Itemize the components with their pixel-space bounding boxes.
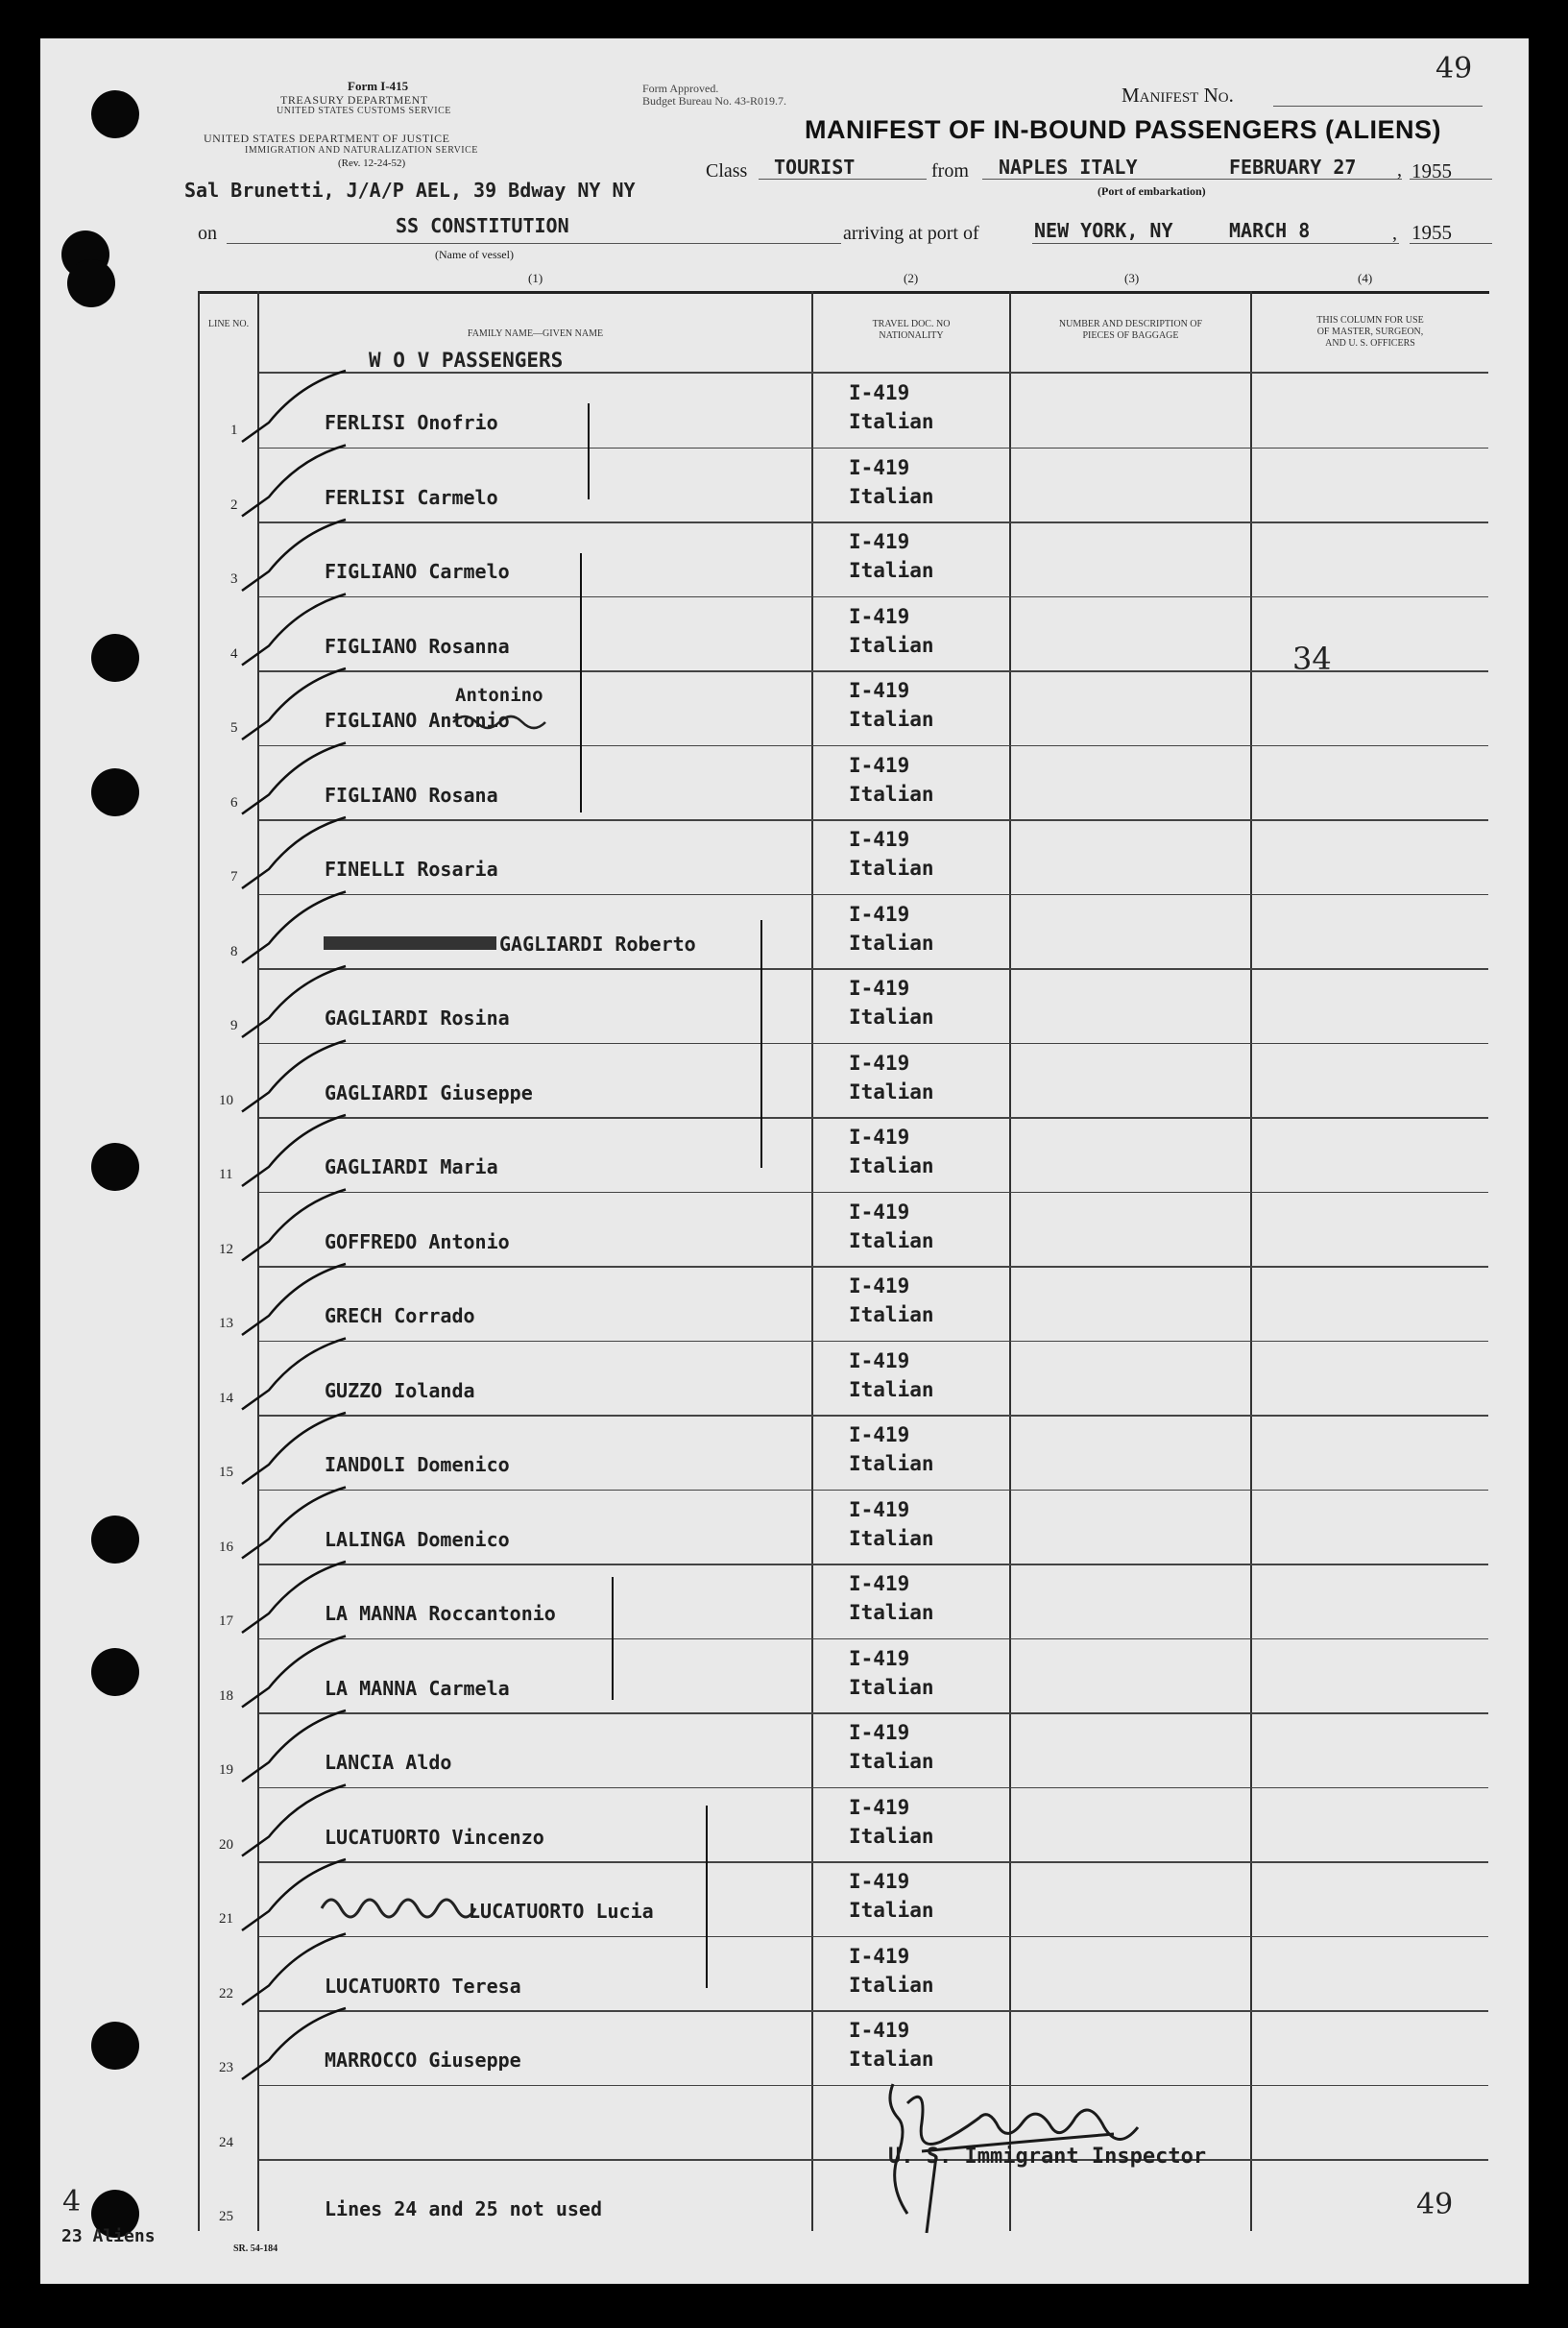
nationality: Italian — [849, 484, 934, 508]
travel-document: I-419 — [849, 1870, 910, 1893]
check-marks — [242, 371, 346, 2079]
travel-document: I-419 — [849, 1497, 910, 1521]
line-number: 8 — [230, 943, 238, 959]
line-number: 19 — [219, 1762, 233, 1778]
arrival-comma: , — [1392, 223, 1397, 244]
check-mark — [242, 1115, 346, 1186]
line-number: 13 — [219, 1316, 233, 1331]
travel-document: I-419 — [849, 1051, 910, 1075]
footer-left-number: 4 — [62, 2185, 82, 2219]
travel-document: I-419 — [849, 902, 910, 926]
check-mark — [242, 1637, 346, 1708]
arrival-port: NEW YORK, NY — [1034, 219, 1173, 242]
from-value: NAPLES ITALY — [999, 156, 1138, 179]
nationality: Italian — [849, 931, 934, 955]
check-mark — [242, 1710, 346, 1782]
passenger-name: GRECH Corrado — [325, 1304, 475, 1327]
nationality: Italian — [849, 1079, 934, 1103]
agency-line-3: UNITED STATES DEPARTMENT OF JUSTICE — [204, 132, 450, 145]
header-line-no: LINE NO. — [207, 319, 250, 329]
passenger-name: FERLISI Carmelo — [325, 485, 498, 509]
nationality: Italian — [849, 1973, 934, 1997]
check-mark — [242, 743, 346, 814]
nationality: Italian — [849, 2048, 934, 2071]
travel-document: I-419 — [849, 1348, 910, 1372]
col-number-1: (1) — [528, 271, 543, 285]
agency-line-2: UNITED STATES CUSTOMS SERVICE — [277, 106, 451, 116]
line-number: 22 — [219, 1985, 233, 2001]
line-number: 18 — [219, 1687, 233, 1704]
col-number-4: (4) — [1358, 271, 1373, 285]
line-number: 24 — [219, 2134, 233, 2150]
agency-line-4: IMMIGRATION AND NATURALIZATION SERVICE — [245, 145, 478, 156]
check-mark — [242, 594, 346, 666]
line-number: 10 — [219, 1092, 233, 1108]
line-number: 17 — [219, 1613, 233, 1629]
nationality: Italian — [849, 782, 934, 806]
strike-out-line5 — [453, 716, 545, 728]
passenger-name: LA MANNA Roccantonio — [325, 1602, 556, 1625]
line-number: 4 — [230, 645, 238, 662]
line-number: 2 — [230, 497, 238, 513]
strike-out-line8 — [324, 936, 496, 950]
page-title: MANIFEST OF IN-BOUND PASSENGERS (ALIENS) — [805, 115, 1442, 144]
travel-document: I-419 — [849, 1126, 910, 1149]
departure-year: 1955 — [1411, 159, 1452, 182]
check-mark — [242, 446, 346, 517]
vessel-caption: (Name of vessel) — [435, 248, 514, 261]
check-mark — [242, 2008, 346, 2079]
budget-bureau: Budget Bureau No. 43-R019.7. — [642, 94, 786, 108]
footer-page-number: 49 — [1416, 2188, 1454, 2221]
passenger-name: LUCATUORTO Teresa — [325, 1974, 521, 1998]
passenger-name: FIGLIANO Rosanna — [325, 634, 510, 658]
travel-document: I-419 — [849, 1944, 910, 1968]
form-number: Form I-415 — [348, 79, 409, 93]
travel-document: I-419 — [849, 2019, 910, 2042]
inspector-signature — [890, 2084, 1138, 2233]
line-number: 15 — [219, 1465, 233, 1480]
travel-document: I-419 — [849, 679, 910, 702]
travel-document: I-419 — [849, 1721, 910, 1744]
nationality: Italian — [849, 708, 934, 731]
check-mark — [242, 1934, 346, 2005]
passenger-name: GAGLIARDI Maria — [325, 1155, 498, 1178]
port-caption: (Port of embarkation) — [1098, 184, 1206, 198]
passenger-name: LA MANNA Carmela — [325, 1676, 510, 1700]
passenger-name: GAGLIARDI Roberto — [499, 932, 696, 956]
nationality: Italian — [849, 1377, 934, 1401]
line-number: 21 — [219, 1911, 233, 1927]
passenger-name: FINELLI Rosaria — [325, 858, 498, 881]
vessel-name: SS CONSTITUTION — [396, 214, 569, 237]
travel-document: I-419 — [849, 381, 910, 404]
check-mark — [242, 1488, 346, 1559]
passenger-name: GAGLIARDI Giuseppe — [325, 1080, 533, 1104]
nationality: Italian — [849, 1526, 934, 1550]
agent-line: Sal Brunetti, J/A/P AEL, 39 Bdway NY NY — [184, 179, 636, 202]
nationality: Italian — [849, 410, 934, 433]
travel-document: I-419 — [849, 604, 910, 628]
line-number: 12 — [219, 1241, 233, 1257]
col-number-2: (2) — [904, 271, 919, 285]
check-mark — [242, 371, 346, 442]
line-number: 11 — [219, 1167, 233, 1182]
line-number: 14 — [219, 1390, 233, 1406]
travel-document: I-419 — [849, 977, 910, 1000]
header-baggage: NUMBER AND DESCRIPTION OF PIECES OF BAGGAGE — [1058, 319, 1203, 341]
travel-document: I-419 — [849, 530, 910, 553]
passenger-name: FIGLIANO Carmelo — [325, 560, 510, 583]
line-number: 16 — [219, 1539, 233, 1555]
check-mark — [242, 1562, 346, 1633]
check-mark — [242, 817, 346, 888]
check-mark — [242, 1859, 346, 1930]
header-officers: THIS COLUMN FOR USE OF MASTER, SURGEON, AND U. S. OFFICERS — [1316, 315, 1424, 349]
footer-aliens: 23 Aliens — [61, 2226, 156, 2246]
line-number: 1 — [230, 423, 238, 438]
passenger-name: FERLISI Onofrio — [325, 411, 498, 434]
passenger-name: Lines 24 and 25 not used — [325, 2197, 602, 2220]
passenger-name: FIGLIANO Antonio — [325, 709, 510, 732]
nationality: Italian — [849, 1452, 934, 1475]
check-mark — [242, 1413, 346, 1484]
travel-document: I-419 — [849, 1200, 910, 1224]
check-mark — [242, 966, 346, 1037]
nationality: Italian — [849, 1228, 934, 1252]
nationality: Italian — [849, 1675, 934, 1699]
form-approved: Form Approved. — [642, 82, 719, 95]
nationality: Italian — [849, 1006, 934, 1029]
departure-comma: , — [1397, 159, 1402, 181]
departure-date: FEBRUARY 27 — [1229, 156, 1357, 179]
arriving-label: arriving at port of — [843, 223, 979, 244]
passenger-name: LALINGA Domenico — [325, 1527, 510, 1551]
passenger-name: LUCATUORTO Lucia — [469, 1900, 654, 1923]
printer-code: SR. 54-184 — [233, 2243, 278, 2254]
line-number: 9 — [230, 1018, 238, 1033]
travel-document: I-419 — [849, 1795, 910, 1819]
inspector-caption: U. S. Immigrant Inspector — [888, 2145, 1207, 2169]
nationality: Italian — [849, 1824, 934, 1848]
nationality: Italian — [849, 1154, 934, 1177]
line-number: 5 — [230, 720, 238, 736]
line-number: 23 — [219, 2060, 233, 2075]
travel-document: I-419 — [849, 1646, 910, 1670]
travel-document: I-419 — [849, 828, 910, 851]
strike-out-line21 — [322, 1900, 475, 1917]
officer-mark: 34 — [1292, 641, 1332, 677]
line-number: 25 — [219, 2209, 233, 2224]
check-mark — [242, 520, 346, 591]
travel-document: I-419 — [849, 455, 910, 479]
col-number-3: (3) — [1124, 271, 1140, 285]
check-mark — [242, 1264, 346, 1335]
nationality: Italian — [849, 857, 934, 880]
header-name: FAMILY NAME—GIVEN NAME — [467, 328, 604, 339]
correction-antonino: Antonino — [455, 685, 543, 706]
arrival-date: MARCH 8 — [1229, 219, 1311, 242]
header-travel-doc: TRAVEL DOC. NO NATIONALITY — [872, 319, 951, 341]
group-heading: W O V PASSENGERS — [369, 349, 564, 372]
passenger-name: LUCATUORTO Vincenzo — [325, 1825, 544, 1849]
nationality: Italian — [849, 633, 934, 657]
check-mark — [242, 1785, 346, 1856]
line-number: 7 — [230, 869, 238, 885]
check-mark — [242, 1190, 346, 1261]
class-value: TOURIST — [774, 156, 856, 179]
arrival-year: 1955 — [1411, 221, 1452, 244]
travel-document: I-419 — [849, 1423, 910, 1446]
line-number: 20 — [219, 1836, 233, 1853]
passenger-name: LANCIA Aldo — [325, 1751, 452, 1774]
check-mark — [242, 1339, 346, 1410]
passenger-name: GOFFREDO Antonio — [325, 1229, 510, 1253]
manifest-label: Manifest No. — [1122, 84, 1234, 107]
nationality: Italian — [849, 1601, 934, 1624]
check-mark — [242, 668, 346, 740]
check-mark — [242, 892, 346, 963]
travel-document: I-419 — [849, 1572, 910, 1595]
check-mark — [242, 1041, 346, 1112]
passenger-name: MARROCCO Giuseppe — [325, 2049, 521, 2072]
on-label: on — [198, 223, 217, 244]
agency-line-1: TREASURY DEPARTMENT — [280, 93, 428, 107]
passenger-name: FIGLIANO Rosana — [325, 783, 498, 807]
passenger-name: IANDOLI Domenico — [325, 1453, 510, 1476]
nationality: Italian — [849, 1750, 934, 1773]
class-label: Class — [706, 160, 748, 182]
agency-line-5: (Rev. 12-24-52) — [338, 158, 406, 169]
nationality: Italian — [849, 1899, 934, 1922]
from-label: from — [931, 160, 969, 182]
passenger-name: GUZZO Iolanda — [325, 1378, 475, 1402]
manifest-number: 49 — [1435, 52, 1473, 85]
line-number: 3 — [230, 571, 238, 587]
nationality: Italian — [849, 559, 934, 582]
travel-document: I-419 — [849, 1274, 910, 1297]
nationality: Italian — [849, 1303, 934, 1326]
line-number: 6 — [230, 794, 238, 811]
travel-document: I-419 — [849, 753, 910, 777]
passenger-name: GAGLIARDI Rosina — [325, 1006, 510, 1030]
